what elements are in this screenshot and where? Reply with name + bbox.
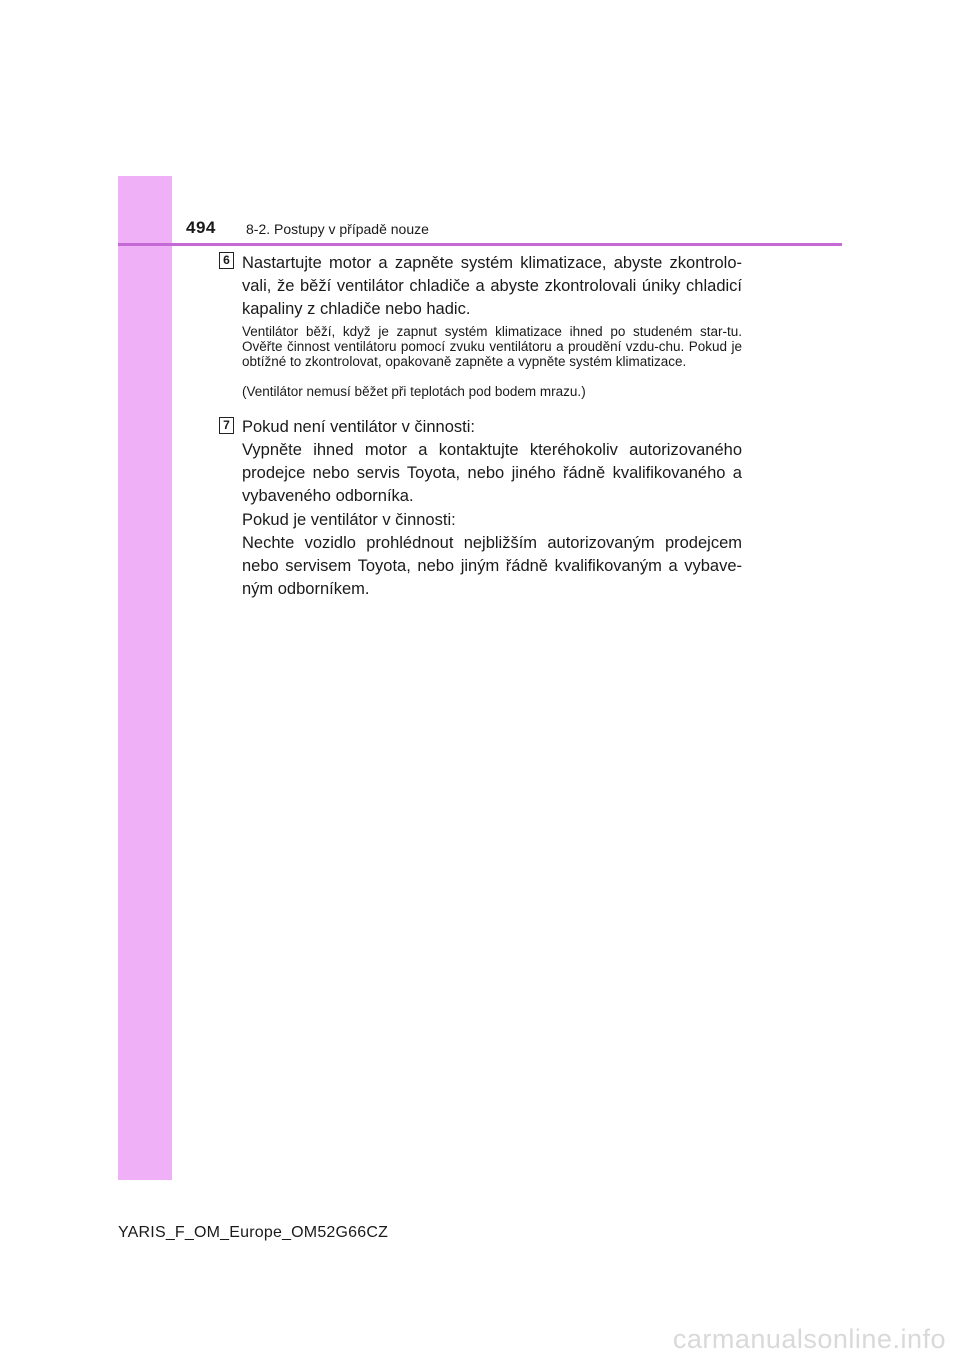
step-7-badge: 7 xyxy=(219,417,234,434)
header-rule xyxy=(118,243,842,246)
step-6-badge: 6 xyxy=(219,252,234,269)
document-id-footer: YARIS_F_OM_Europe_OM52G66CZ xyxy=(118,1224,389,1241)
section-title: 8-2. Postupy v případě nouze xyxy=(246,221,429,237)
step-7-condition-off: Pokud není ventilátor v činnosti: xyxy=(242,418,475,436)
step-6-note: Ventilátor běží, když je zapnut systém klimatizace ihned po studeném star-tu. Ověřte činnost ventilátoru pomocí zvuku ventilátoru a proudění vzdu-chu. Pokud je obtížné to zkontrolovat, opakovaně zapněte a vypněte systém klimatizace. xyxy=(242,324,742,369)
step-6-text: Nastartujte motor a zapněte systém klimatizace, abyste zkontrolo-vali, že běží ventilátor chladiče a abyste zkontrolovali úniky chladicí kapaliny z chladiče nebo hadic. xyxy=(242,254,742,318)
side-tab-bar xyxy=(118,176,172,1180)
step-7-condition-on: Pokud je ventilátor v činnosti: xyxy=(242,511,456,529)
page-number: 494 xyxy=(186,218,216,237)
step-7-action-off: Vypněte ihned motor a kontaktujte kteréhokoliv autorizovaného prodejce nebo servis Toyota, nebo jiného řádně kvalifikovaného a vybaveného odborníka. xyxy=(242,441,742,505)
step-7-action-on: Nechte vozidlo prohlédnout nejbližším autorizovaným prodejcem nebo servisem Toyota, nebo jiným řádně kvalifikovaným a vybave-ným odborníkem. xyxy=(242,534,742,598)
watermark: carmanualsonline.info xyxy=(672,1324,946,1354)
step-6-note-freezing: (Ventilátor nemusí běžet při teplotách pod bodem mrazu.) xyxy=(242,384,586,399)
